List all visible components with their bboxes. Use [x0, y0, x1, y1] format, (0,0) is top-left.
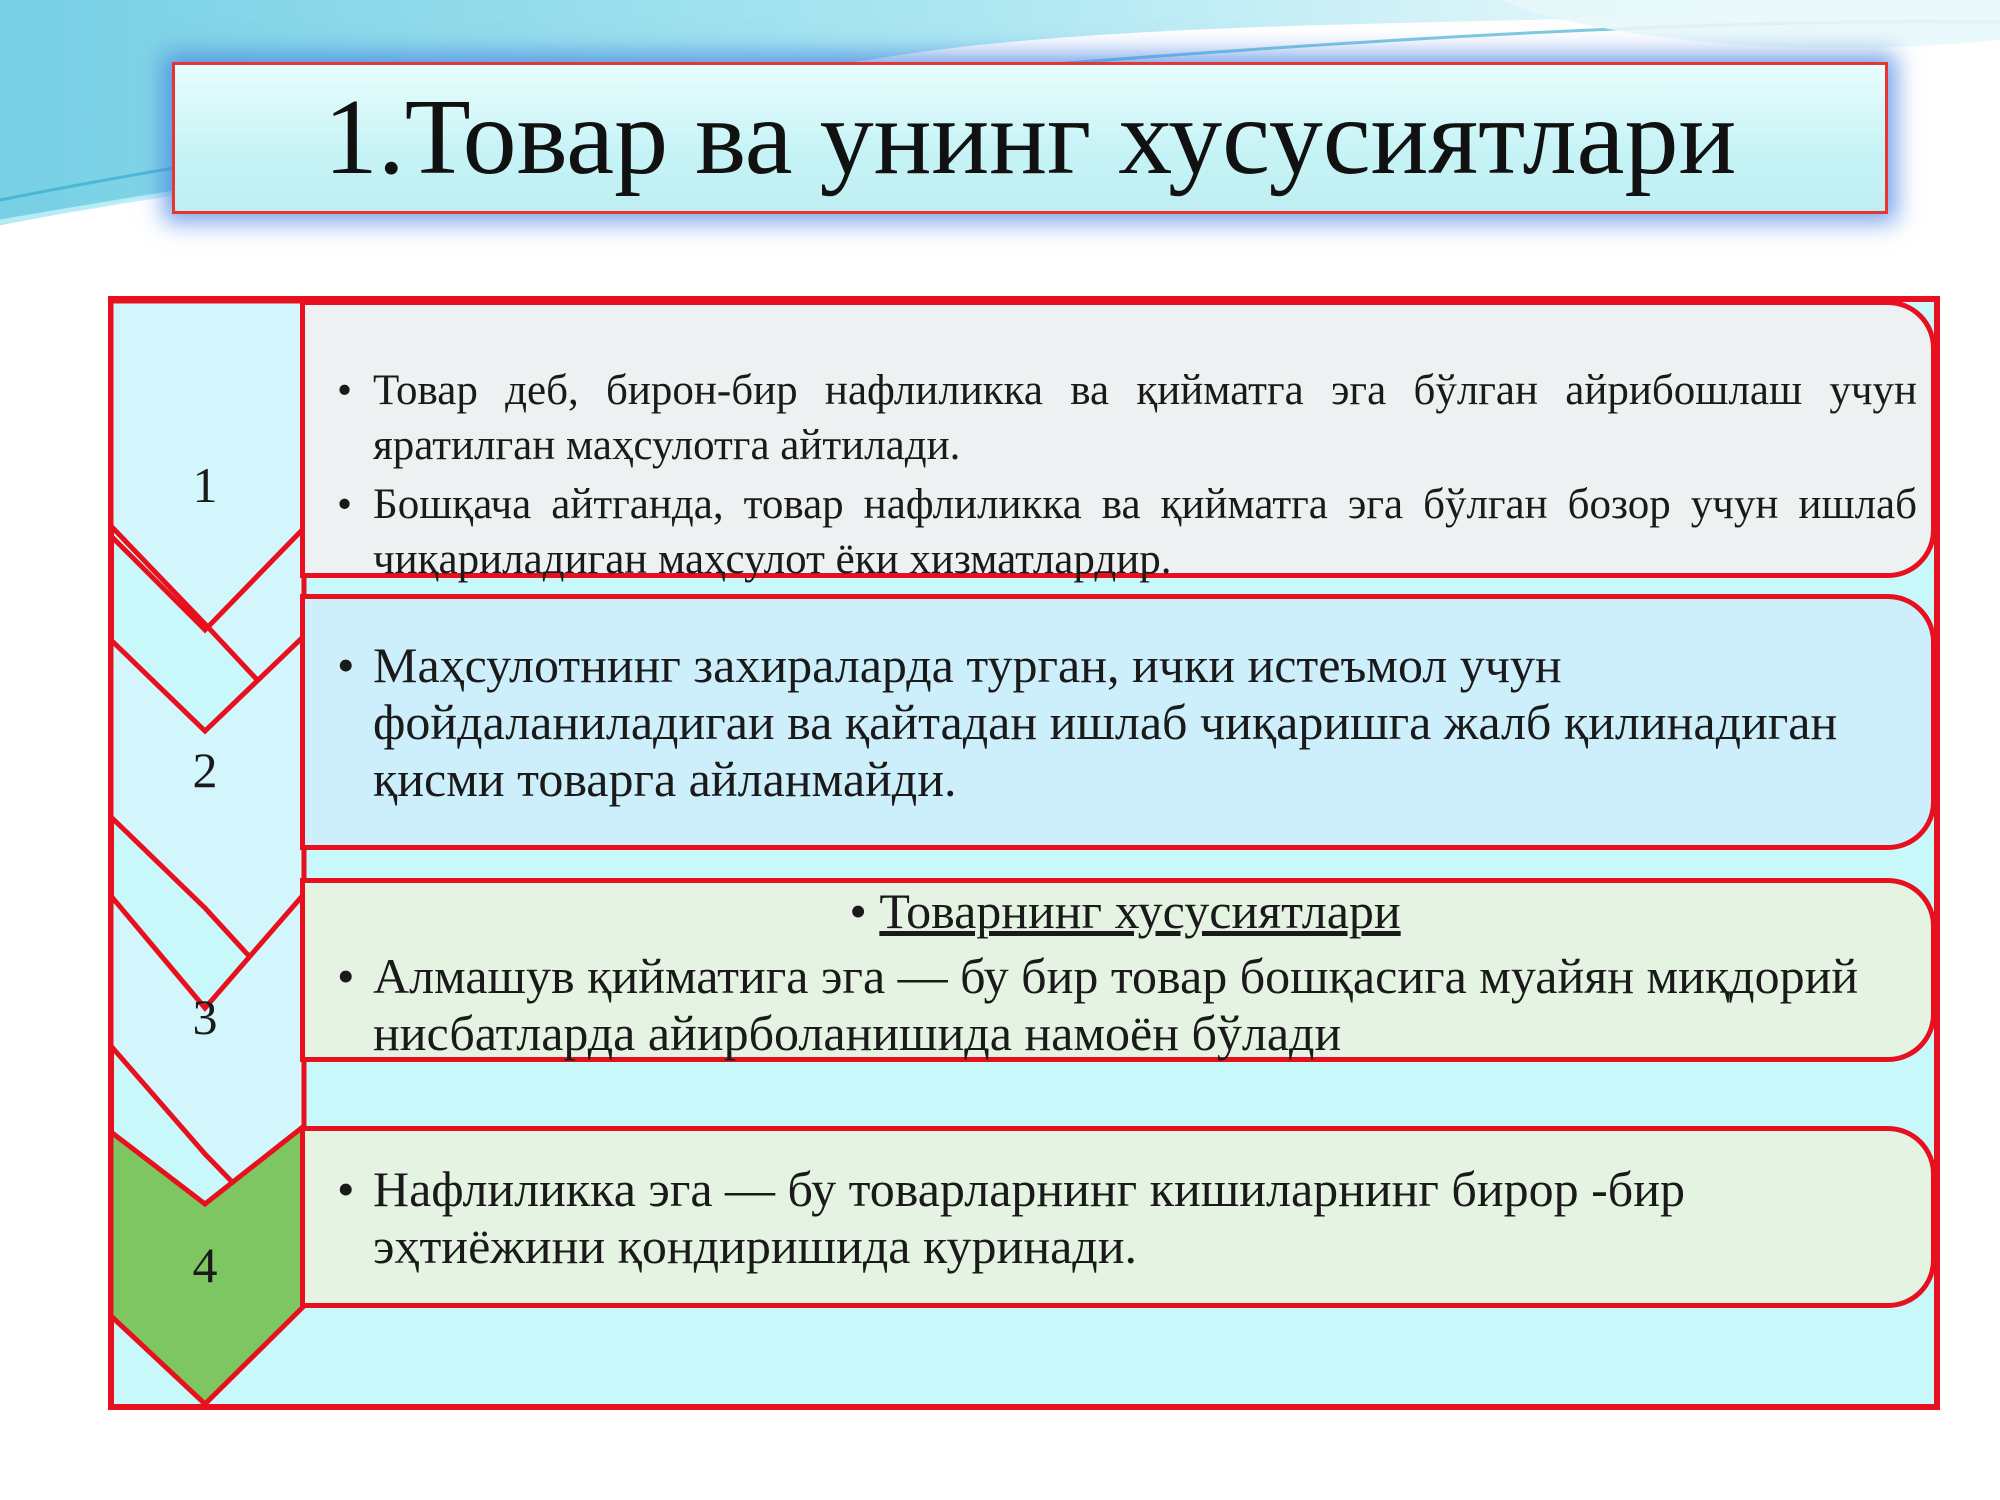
- step-box-2: [300, 594, 1936, 850]
- step-number-1: 1: [192, 457, 218, 513]
- step-box-4: [300, 1126, 1936, 1308]
- step-box-3: [300, 878, 1936, 1062]
- step-1-bullet-1: • Товар деб, бирон-бир нафлиликка ва қийматга эга бўлган айрибошлаш учун яратилган маҳсулотга айтилади.: [333, 363, 1917, 473]
- step-1-bullet-2: • Бошқача айтганда, товар нафлиликка ва қийматга эга бўлган бозор учун ишлаб чиқариладиган маҳсулот ёки хизматлардир.: [333, 477, 1917, 587]
- step-box-1: [300, 300, 1936, 583]
- step-4-bullet-1: • Нафлиликка эга — бу товарларнинг кишиларнинг бирор -бир эҳтиёжини қондиришида куринади.: [333, 1161, 1917, 1275]
- step-2-bullet-1: • Маҳсулотнинг захираларда турган, ички истеъмол учун фойдаланиладигаи ва қайтадан ишлаб чиқаришга жалб қилинадиган қисми товарга айланмайди.: [333, 637, 1917, 808]
- step-3-heading: • Товарнинг хусусиятлари: [849, 883, 1401, 939]
- title-banner: [172, 62, 1888, 214]
- step-number-4: 4: [192, 1237, 218, 1293]
- page-title: 1.Товар ва унинг хусусиятлари: [323, 78, 1737, 197]
- step-3-bullet-1: • Алмашув қийматига эга — бу бир товар бошқасига муайян миқдорий нисбатларда айирболанишида намоён бўлади: [333, 948, 1917, 1062]
- step-number-2: 2: [192, 742, 218, 798]
- step-3-heading-text: Товарнинг хусусиятлари: [879, 883, 1401, 939]
- step-number-3: 3: [192, 989, 218, 1045]
